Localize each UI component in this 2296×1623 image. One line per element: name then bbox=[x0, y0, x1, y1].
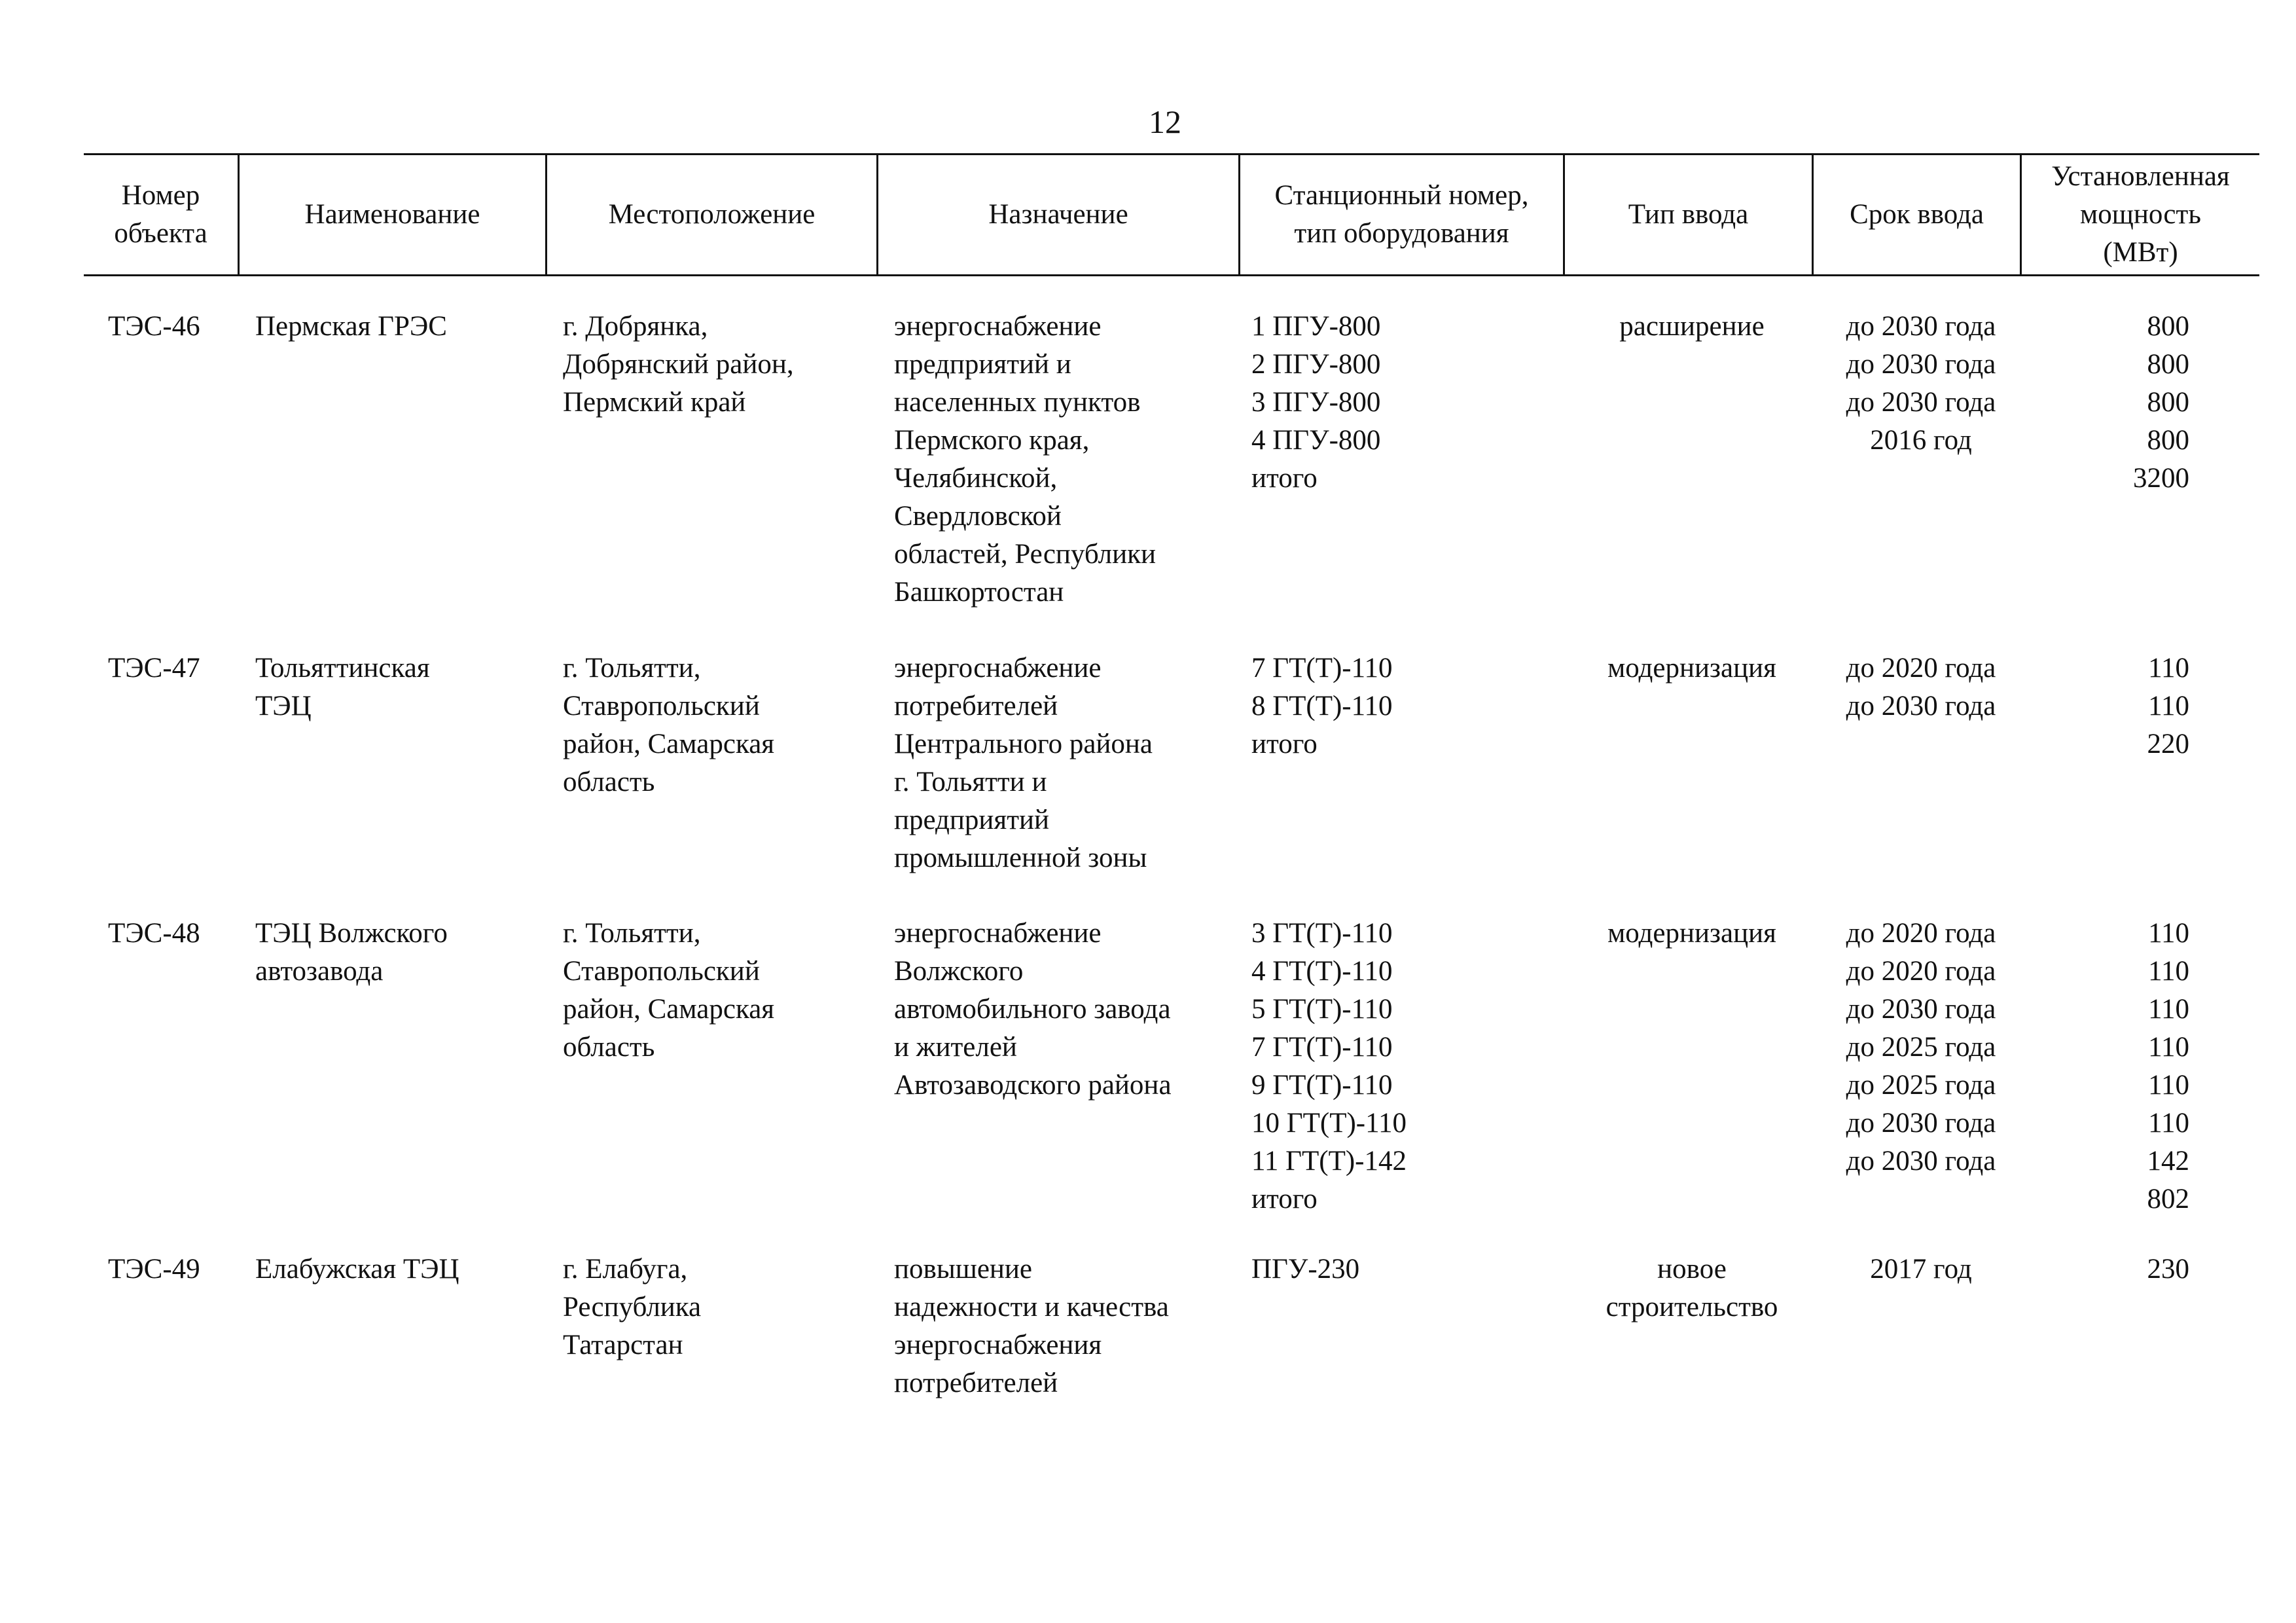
row-dates: до 2020 года до 2020 года до 2030 года до 2025 года до 2025 года до 2030 года до 2030 года bbox=[1846, 918, 1996, 1176]
header-num: Номер объекта bbox=[114, 180, 207, 249]
row-type: модернизация bbox=[1607, 653, 1776, 684]
row-power: 110 110 110 110 110 110 142 802 bbox=[2147, 918, 2189, 1214]
header-purpose: Назначение bbox=[988, 199, 1128, 230]
header-equipment: Станционный номер, тип оборудования bbox=[1274, 180, 1529, 249]
row-location: г. Добрянка, Добрянский район, Пермский край bbox=[563, 311, 794, 418]
row-equipment: 7 ГТ(Т)-110 8 ГТ(Т)-110 итого bbox=[1251, 653, 1393, 759]
table-header bbox=[84, 153, 2259, 276]
row-location: г. Елабуга, Республика Татарстан bbox=[563, 1254, 702, 1360]
row-purpose: энергоснабжение потребителей Центрального района г. Тольятти и предприятий промышленной зоны bbox=[894, 653, 1153, 873]
row-equipment: 3 ГТ(Т)-110 4 ГТ(Т)-110 5 ГТ(Т)-110 7 ГТ(Т)-110 9 ГТ(Т)-110 10 ГТ(Т)-110 11 ГТ(Т)-142 итого bbox=[1251, 918, 1407, 1214]
row-location: г. Тольятти, Ставропольский район, Самарская область bbox=[563, 918, 775, 1063]
row-power: 110 110 220 bbox=[2147, 653, 2189, 759]
row-purpose: энергоснабжение Волжского автомобильного завода и жителей Автозаводского района bbox=[894, 918, 1172, 1101]
row-num: ТЭС-47 bbox=[108, 653, 200, 684]
row-equipment: 1 ПГУ-800 2 ПГУ-800 3 ПГУ-800 4 ПГУ-800 итого bbox=[1251, 311, 1381, 494]
row-location: г. Тольятти, Ставропольский район, Самарская область bbox=[563, 653, 775, 797]
row-name: Елабужская ТЭЦ bbox=[255, 1254, 459, 1285]
header-date: Срок ввода bbox=[1850, 199, 1984, 230]
row-num: ТЭС-49 bbox=[108, 1254, 200, 1285]
row-name: Тольяттинская ТЭЦ bbox=[255, 653, 430, 721]
row-dates: до 2030 года до 2030 года до 2030 года 2016 год bbox=[1846, 311, 1996, 456]
row-type: новое строительство bbox=[1605, 1254, 1778, 1322]
row-power: 800 800 800 800 3200 bbox=[2133, 311, 2189, 494]
row-name: Пермская ГРЭС bbox=[255, 311, 447, 342]
header-power: Установленная мощность (МВт) bbox=[2051, 161, 2230, 268]
row-power: 230 bbox=[2147, 1254, 2189, 1285]
row-dates: 2017 год bbox=[1870, 1254, 1972, 1285]
header-location: Местоположение bbox=[608, 199, 816, 230]
page-number: 12 bbox=[1149, 103, 1181, 140]
header-name: Наименование bbox=[304, 199, 480, 230]
row-dates: до 2020 года до 2030 года bbox=[1846, 653, 1996, 721]
header-type: Тип ввода bbox=[1628, 199, 1749, 230]
row-num: ТЭС-48 bbox=[108, 918, 200, 949]
row-equipment: ПГУ-230 bbox=[1251, 1254, 1360, 1285]
row-type: модернизация bbox=[1607, 918, 1776, 949]
row-type: расширение bbox=[1619, 311, 1765, 342]
row-num: ТЭС-46 bbox=[108, 311, 200, 342]
row-purpose: повышение надежности и качества энергоснабжения потребителей bbox=[894, 1254, 1169, 1398]
row-purpose: энергоснабжение предприятий и населенных пунктов Пермского края, Челябинской, Свердловской областей, Республики Башкортостан bbox=[894, 311, 1157, 608]
row-name: ТЭЦ Волжского автозавода bbox=[255, 918, 448, 987]
